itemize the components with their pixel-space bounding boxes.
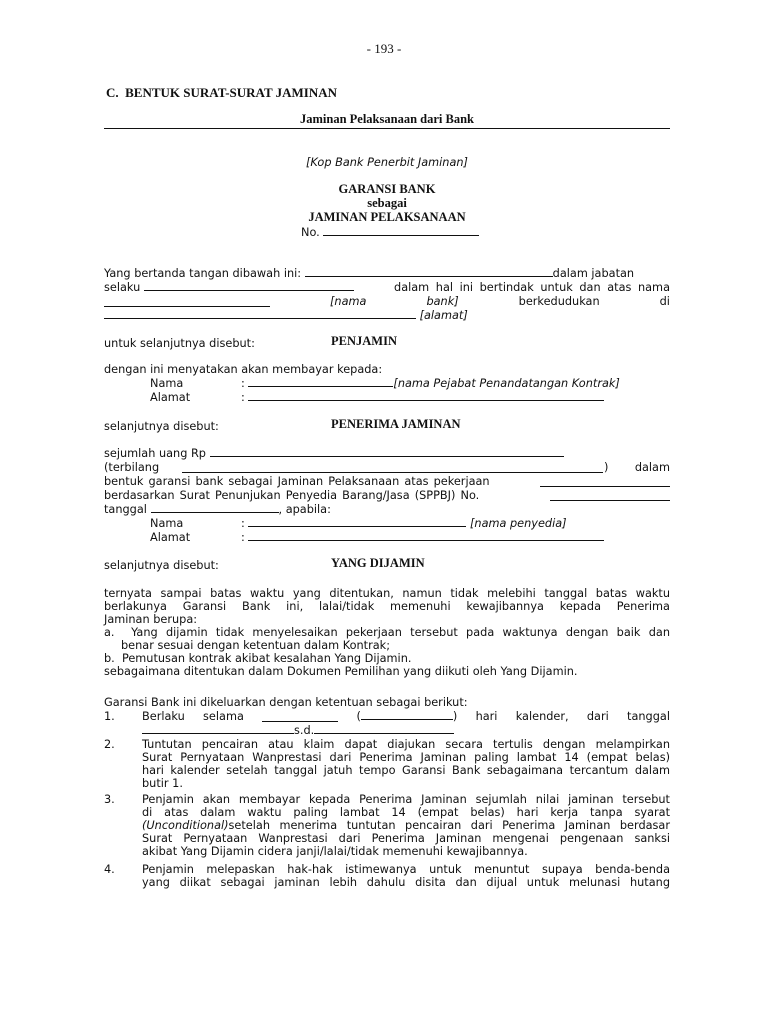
intro-text: [nama	[330, 295, 367, 308]
duration-words-blank	[361, 710, 453, 720]
colon: :	[241, 517, 245, 530]
term-line: hari kalender setelah tanggal jatuh tempo Garansi Bank sebagaimana tercantum dalam	[142, 764, 670, 777]
term-line: Penjamin melepaskan hak-hak istimewanya untuk menuntut supaya benda-benda	[142, 863, 670, 876]
term-3-text	[142, 793, 670, 858]
amount-text: , apabila:	[278, 503, 331, 516]
amount-blank	[210, 447, 564, 457]
term-text: dari	[586, 710, 609, 723]
term-text: Berlaku	[142, 710, 185, 723]
number-blank	[323, 226, 479, 236]
number-label: No.	[301, 226, 320, 239]
term-text: setelah menerima tuntutan pencairan dari Penerima Jaminan berdasar	[228, 819, 670, 832]
address-blank	[104, 309, 416, 319]
term-1-number: 1.	[104, 710, 115, 723]
term-line: Surat Pernyataan Wanprestasi dari Penerima Jaminan paling lambat 14 (empat belas)	[142, 751, 670, 764]
amount-line-4	[104, 489, 670, 502]
recipient-alamat-label: Alamat	[150, 391, 191, 404]
intro-text: selaku	[104, 281, 141, 294]
penerima-value: PENERIMA JAMINAN	[331, 417, 461, 431]
term-text: selama	[203, 710, 244, 723]
term-line	[142, 819, 670, 832]
intro-text: Yang bertanda tangan dibawah ini:	[104, 267, 302, 280]
amount-line-3	[104, 475, 670, 488]
term-1-line-2	[142, 724, 454, 737]
intro-text: dalam jabatan	[552, 267, 635, 280]
intro-text: [alamat]	[419, 309, 468, 322]
recipient-name-blank	[248, 377, 393, 387]
provider-name-blank	[248, 517, 466, 527]
penjamin-value: PENJAMIN	[331, 334, 397, 348]
provider-alamat-line	[241, 531, 604, 544]
intro-line-2	[104, 281, 670, 294]
penjamin-label: untuk selanjutnya disebut:	[104, 337, 255, 350]
term-line: Tuntutan pencairan atau klaim dapat diajukan secara tertulis dengan melampirkan	[142, 738, 670, 751]
conditions-line: berlakunya Garansi Bank ini, lalai/tidak memenuhi kewajibannya kepada Penerima	[104, 600, 670, 613]
section-heading: C. BENTUK SURAT-SURAT JAMINAN	[106, 85, 338, 100]
term-line: Surat Pernyataan Wanprestasi dari Penerima Jaminan mengenai pengenaan sanksi	[142, 832, 670, 845]
term-4-text	[142, 863, 670, 889]
title-line-1: GARANSI BANK	[338, 182, 436, 196]
term-3-number: 3.	[104, 793, 115, 806]
term-text: kalender,	[515, 710, 569, 723]
term-line: yang diikat sebagai jaminan lebih dahulu disita dan dijual untuk melunasi hutang	[142, 876, 670, 889]
amount-text: tanggal	[104, 503, 147, 516]
number-line	[301, 226, 479, 239]
term-line: akibat Yang Dijamin cidera janji/lalai/tidak memenuhi kewajibannya.	[142, 845, 528, 858]
penerima-label: selanjutnya disebut:	[104, 420, 219, 433]
recipient-intro: dengan ini menyatakan akan membayar kepada:	[104, 363, 383, 376]
conditions-paragraph	[104, 587, 670, 678]
intro-line-3	[104, 295, 670, 308]
intro-text: berkedudukan	[518, 295, 600, 308]
conditions-closing: sebagaimana ditentukan dalam Dokumen Pemilihan yang diikuti oleh Yang Dijamin.	[104, 665, 578, 678]
end-date-blank	[314, 724, 454, 734]
provider-alamat-label: Alamat	[150, 531, 191, 544]
sppbj-date-blank	[151, 503, 279, 513]
amount-text: )	[604, 461, 609, 474]
document-subheading: Jaminan Pelaksanaan dari Bank	[299, 112, 474, 126]
title-line-3: JAMINAN PELAKSANAAN	[308, 210, 466, 224]
term-line: Penjamin akan membayar kepada Penerima Jaminan sejumlah nilai jaminan tersebut	[142, 793, 670, 806]
intro-text: dalam hal ini bertindak untuk dan atas nama	[394, 281, 670, 294]
recipient-nama-line	[241, 377, 620, 390]
amount-words-blank	[182, 463, 603, 473]
duration-words-group	[356, 710, 457, 723]
amount-line-1	[104, 447, 564, 460]
bank-name-blank	[104, 297, 270, 307]
amount-text: (terbilang	[104, 461, 160, 474]
letterhead-placeholder: [Kop Bank Penerbit Jaminan]	[306, 156, 468, 169]
unconditional-term: (Unconditional)	[142, 819, 229, 832]
recipient-nama-label: Nama	[150, 377, 184, 390]
page-number: - 193 -	[366, 41, 402, 56]
term-line: di atas dalam waktu paling lambat 14 (empat belas) hari kerja tanpa syarat	[142, 806, 670, 819]
duration-blank	[262, 712, 338, 722]
signer-name-blank	[305, 267, 553, 277]
intro-line-4	[104, 309, 468, 322]
terms-intro: Garansi Bank ini dikeluarkan dengan ketentuan sebagai berikut:	[104, 696, 468, 709]
term-text: hari	[475, 710, 498, 723]
colon: :	[241, 391, 245, 404]
term-4-number: 4.	[104, 863, 115, 876]
recipient-name-hint: [nama Pejabat Penandatangan Kontrak]	[393, 377, 620, 390]
position-blank	[144, 281, 354, 291]
amount-line-5	[104, 503, 331, 516]
term-text: (	[356, 710, 361, 723]
term-text: tanggal	[627, 710, 670, 723]
term-1-line-1	[142, 710, 670, 723]
condition-item-b: b. Pemutusan kontrak akibat kesalahan Yang Dijamin.	[104, 652, 412, 665]
term-text: s.d.	[294, 724, 315, 737]
intro-line-2-left	[104, 281, 354, 294]
condition-item-a-cont: benar sesuai dengan ketentuan dalam Kontrak;	[121, 639, 391, 652]
term-line: butir 1.	[142, 777, 183, 790]
title-line-2: sebagai	[367, 196, 407, 210]
sppbj-number-blank	[550, 491, 670, 501]
conditions-line: ternyata sampai batas waktu yang ditentukan, namun tidak melebihi tanggal batas waktu	[104, 587, 670, 600]
intro-line-1	[104, 267, 670, 280]
work-name-blank	[540, 477, 670, 487]
recipient-address-blank	[248, 391, 604, 401]
provider-nama-line	[241, 517, 567, 530]
amount-text: bentuk garansi bank sebagai Jaminan Pelaksanaan atas pekerjaan	[104, 475, 490, 488]
amount-text: sejumlah uang Rp	[104, 447, 206, 460]
amount-line-2	[104, 461, 670, 474]
intro-text: bank]	[426, 295, 459, 308]
dijamin-label: selanjutnya disebut:	[104, 559, 219, 572]
condition-item-a: a. Yang dijamin tidak menyelesaikan pekerjaan tersebut pada waktunya dengan baik dan	[104, 626, 670, 639]
recipient-alamat-line	[241, 391, 604, 404]
amount-text: dalam	[634, 461, 670, 474]
colon: :	[241, 377, 245, 390]
term-2-number: 2.	[104, 738, 115, 751]
dijamin-value: YANG DIJAMIN	[331, 556, 425, 570]
term-text: )	[452, 710, 458, 723]
conditions-line: Jaminan berupa:	[104, 613, 198, 626]
amount-text: berdasarkan Surat Penunjukan Penyedia Barang/Jasa (SPPBJ) No.	[104, 489, 480, 502]
term-2-text	[142, 738, 670, 790]
provider-address-blank	[248, 531, 604, 541]
intro-text: di	[659, 295, 670, 308]
provider-name-hint: [nama penyedia]	[470, 517, 567, 530]
colon: :	[241, 531, 245, 544]
start-date-blank	[142, 724, 294, 734]
provider-nama-label: Nama	[150, 517, 184, 530]
heading-rule	[104, 128, 670, 129]
